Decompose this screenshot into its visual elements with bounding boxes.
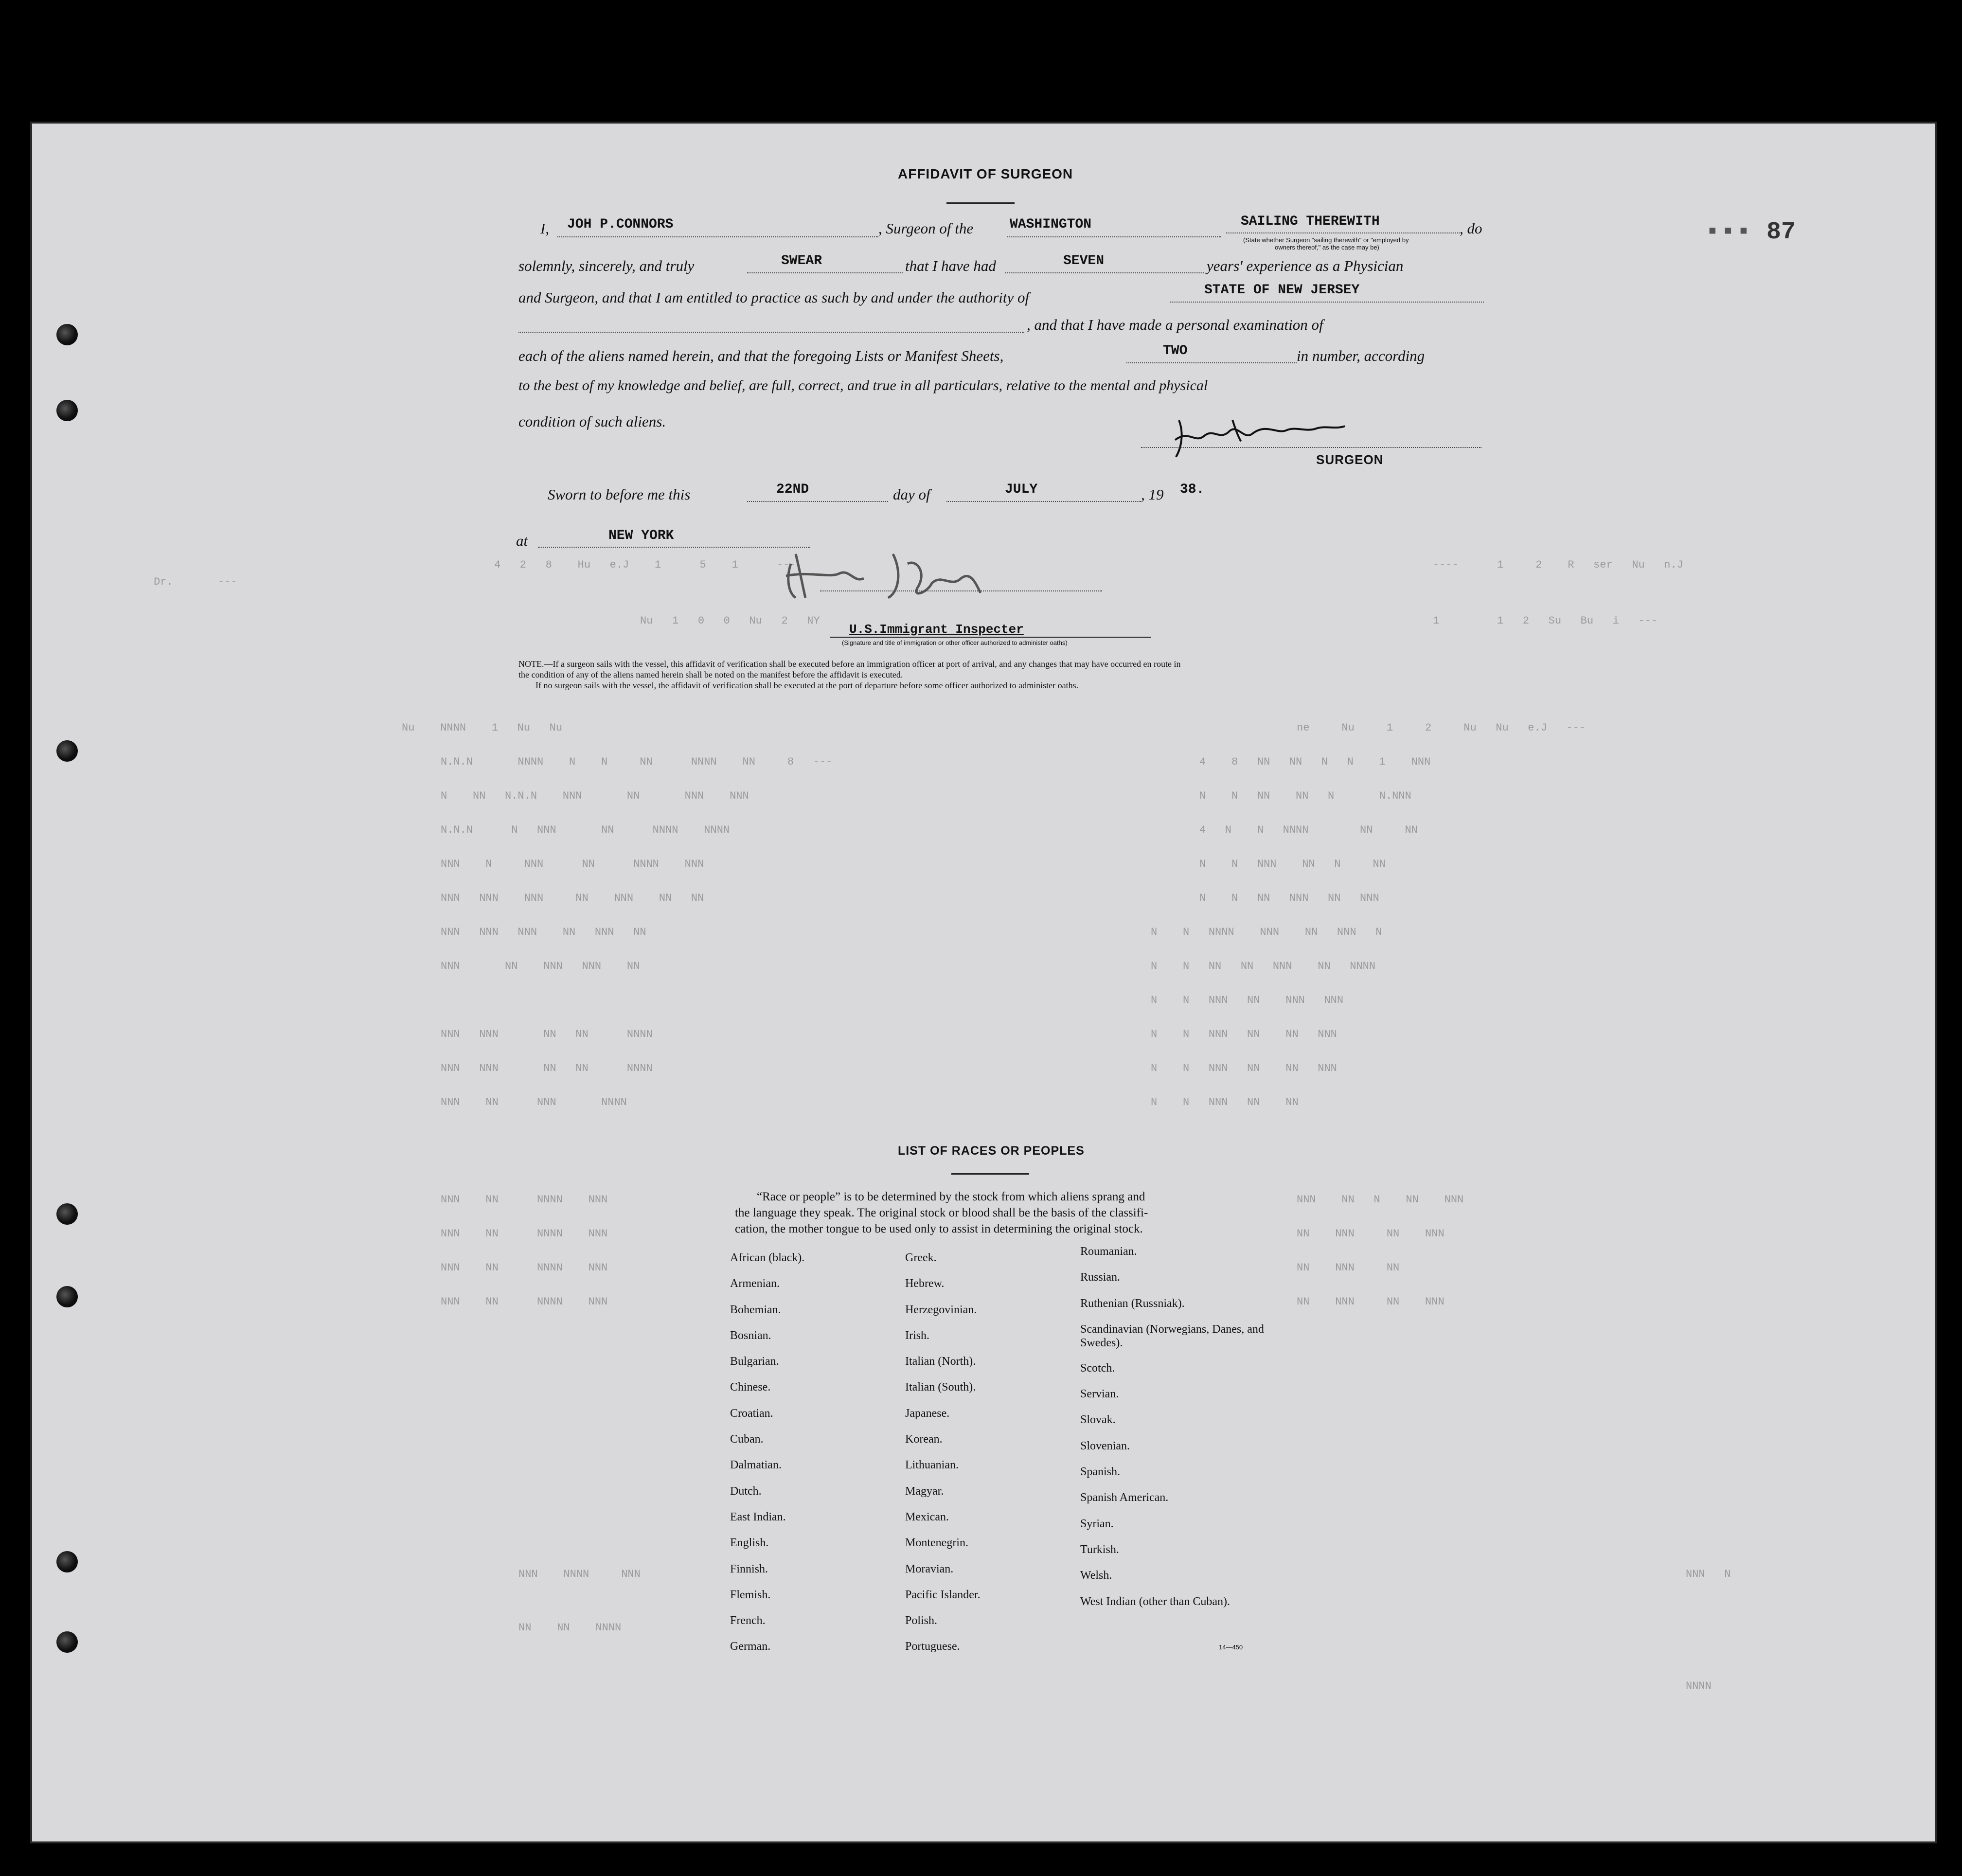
affidavit-line6: to the best of my knowledge and belief, are full, correct, and true in all particulars, relative to the mental and physical xyxy=(518,377,1208,393)
race-item: English. xyxy=(730,1537,769,1550)
surgeon-label: SURGEON xyxy=(1316,452,1384,467)
affidavit-line2-prefix: solemnly, sincerely, and truly xyxy=(518,257,695,274)
race-item: Mexican. xyxy=(905,1510,949,1523)
punch-hole xyxy=(56,740,78,762)
race-item: Hebrew. xyxy=(905,1277,945,1290)
title-underline xyxy=(946,202,1015,204)
punch-hole xyxy=(56,400,78,421)
races-column-2 xyxy=(905,1251,1061,1666)
race-item: Greek. xyxy=(905,1251,937,1264)
race-item: Spanish American. xyxy=(1080,1491,1169,1504)
form-number: 14—450 xyxy=(1219,1644,1243,1651)
page-number-stamp xyxy=(1705,218,1796,246)
race-item: Scandinavian (Norwegians, Danes, and Swedes). xyxy=(1080,1322,1264,1349)
affidavit-line1-prefix: I, xyxy=(540,220,550,237)
race-item: Korean. xyxy=(905,1433,943,1446)
race-item: German. xyxy=(730,1640,771,1653)
affidavit-line2-mid: that I have had xyxy=(905,257,996,274)
race-item: Lithuanian. xyxy=(905,1459,959,1472)
race-item: Spanish. xyxy=(1080,1465,1121,1479)
race-item: Russian. xyxy=(1080,1271,1121,1284)
race-item: Moravian. xyxy=(905,1562,954,1575)
at-label: at xyxy=(516,532,528,549)
affidavit-line1-suffix: , do xyxy=(1460,220,1482,237)
race-item: Turkish. xyxy=(1080,1543,1119,1556)
race-item: Ruthenian (Russniak). xyxy=(1080,1297,1185,1310)
races-intro-line3: cation, the mother tongue to be used only to assist in determining the original stock. xyxy=(735,1222,1143,1235)
race-item: West Indian (other than Cuban). xyxy=(1080,1595,1230,1608)
race-item: Roumanian. xyxy=(1080,1245,1137,1258)
punch-hole xyxy=(56,1286,78,1307)
race-item: Bohemian. xyxy=(730,1303,781,1316)
sailing-status-note-2: owners thereof," as the case may be) xyxy=(1275,244,1379,251)
inspector-caption: (Signature and title of immigration or other officer authorized to administer oaths) xyxy=(842,639,1068,646)
surgeon-name: JOH P.CONNORS xyxy=(567,217,674,232)
sworn-prefix: Sworn to before me this xyxy=(548,486,691,503)
sworn-month: JULY xyxy=(1005,482,1038,497)
sworn-day-of: day of xyxy=(893,486,930,503)
race-item: Slovenian. xyxy=(1080,1439,1130,1452)
sailing-status: SAILING THEREWITH xyxy=(1241,214,1380,229)
race-item: Portuguese. xyxy=(905,1640,960,1653)
affidavit-line2-suffix: years' experience as a Physician xyxy=(1207,257,1404,274)
sworn-year-prefix: , 19 xyxy=(1141,486,1164,503)
race-item: Italian (North). xyxy=(905,1355,976,1368)
races-intro-line1: “Race or people” is to be determined by the stock from which aliens sprang and xyxy=(757,1190,1145,1203)
race-item: Irish. xyxy=(905,1329,929,1342)
race-item: Servian. xyxy=(1080,1388,1119,1401)
race-item: Montenegrin. xyxy=(905,1537,968,1550)
punch-hole xyxy=(56,324,78,345)
race-item: Flemish. xyxy=(730,1588,771,1601)
page-number: 87 xyxy=(1766,218,1796,246)
sailing-status-note: (State whether Surgeon "sailing therewith" or "employed by xyxy=(1243,236,1409,244)
affidavit-line3: and Surgeon, and that I am entitled to practice as such by and under the authority of xyxy=(518,289,1030,306)
race-item: East Indian. xyxy=(730,1510,786,1523)
race-item: Slovak. xyxy=(1080,1413,1116,1427)
affidavit-line1-mid: , Surgeon of the xyxy=(878,220,974,237)
races-column-1 xyxy=(730,1251,876,1666)
race-item: Italian (South). xyxy=(905,1381,976,1394)
struck-number: ▪▪▪ xyxy=(1705,218,1752,246)
inspector-title: U.S.Immigrant Inspecter xyxy=(849,622,1024,637)
affidavit-line5-prefix: each of the aliens named herein, and that the foregoing Lists or Manifest Sheets, xyxy=(518,347,1004,364)
race-item: Bulgarian. xyxy=(730,1355,779,1368)
inspector-signature xyxy=(781,544,985,610)
races-column-3 xyxy=(1080,1245,1265,1624)
years-experience: SEVEN xyxy=(1063,253,1105,268)
race-item: Welsh. xyxy=(1080,1569,1112,1582)
sworn-day: 22ND xyxy=(776,482,809,497)
races-intro-line2: the language they speak. The original stock or blood shall be the basis of the classifi- xyxy=(735,1206,1148,1219)
race-item: Croatian. xyxy=(730,1407,773,1420)
race-item: Herzegovinian. xyxy=(905,1303,977,1316)
race-item: Japanese. xyxy=(905,1407,950,1420)
race-item: Syrian. xyxy=(1080,1517,1114,1530)
race-item: Dutch. xyxy=(730,1484,762,1498)
race-item: French. xyxy=(730,1614,766,1627)
inspector-signature-scribble xyxy=(781,544,985,607)
race-item: African (black). xyxy=(730,1251,805,1264)
sworn-year: 38. xyxy=(1180,482,1205,497)
race-item: Finnish. xyxy=(730,1562,768,1575)
race-item: Polish. xyxy=(905,1614,938,1627)
affidavit-line5-suffix: in number, according xyxy=(1297,347,1425,364)
document-page: Dr. --- 4 2 8 Hu e.J 1 5 1 --- ---- 1 2 R ser Nu n.J Nu 1 0 0 Nu 2 NY 1 1 2 Su Bu i --- ne Nu 1 2 Nu Nu e.J --- Nu NNNN 1 Nu Nu N.N.N NNNN N N NN NNNN NN 8 --- 4 8 NN NN N N 1 NNN N NN N.N.N NNN NN NNN NNN N N NN NN N N.NNN N.N.N N NNN NN NNNN NNNN 4 N N NNNN NN NN NNN N NNN NN NNNN NNN N N NNN NN N NN NNN NNN NNN NN NNN NN NN N N NN NNN NN NNN NNN NNN NNN NN NNN NN N N NNNN NNN NN NNN N NNN NN NNN NNN NN N N NN NN NNN NN NNNN N N NNN NN NNN NNN NNN NNN NN NN NNNN N N NNN NN NN NNN NNN NNN NN NN NNNN N N NNN NN NN NNN NNN NN NNN NNNN N N NNN NN NN NNN NN NNNN NNN NNN NN NNNN NNN NNN NN NNNN NNN NNN NN NNNN NNN NNN NN N NN NNN NN NNN NN NNN NN NNN NN NN NNN NN NNN NNN NNNN NNN NN NN NNNN NNN N NNNN ▪▪▪ 87 AFFIDAVIT OF SURGEON I, JOH P.CONNORS , Surgeon of the WASHINGTON SAILING THEREWITH , do (State whether Surgeon "sailing therewith" or "employed by owners thereof," as the case may be) solemnly, sincerely, and truly SWEAR that I have had SEVEN years' experience as a Physician and Surgeon, and that I am entitled to practice as such by and under the authority of STATE OF NEW JERSEY , and that I have made a personal examination of each of the aliens named herein, and that the foregoing Lists or Manifest Sheets, TWO in number, according to the best of my knowledge and belief, are full, correct, and true in all particulars, relative to the mental and physical condition of such aliens. SURGEON Sworn to before me this 22ND day of JULY , 19 38. at NEW YORK U.S.Immigrant Inspecter (Signature and title of immigration or other officer authorized to administer oaths) NOTE.—If a surgeon sails with the vessel, this affidavit of verification shall be executed before an immigration officer at port of arrival, and any changes that may have occurred en route in the condition of any of the aliens named herein shall be noted on the manifest before the affidavit is executed. If no surgeon sails with the vessel, the affidavit of verification shall be executed at the port of departure before some officer authorized to administer oaths. LIST OF RACES OR PEOPLES “Race or people” is to be determined by the stock from which aliens sprang and the language they speak. The original stock or blood shall be the basis of the classifi- cation, the mother tongue to be used only to assist in determining the original stock. African (black). Armenian. Bohemian. Bosnian. Bulgarian. Chinese. Croatian. Cuban. Dalmatian. Dutch. East Indian. English. Finnish. Flemish. French. German. Greek. Hebrew. Herzegovinian. Irish. Italian (North). Italian (South). Japanese. Korean. Lithuanian. Magyar. Mexican. Montenegrin. Moravian. Pacific Islander. Polish. Portuguese. Roumanian. Russian. Ruthenian (Russniak). Scandinavian (Norwegians, Danes, and Swedes). Scotch. Servian. Slovak. Slovenian. Spanish. Spanish American. Syrian. Turkish. Welsh. West Indian (other than Cuban). 14—450 xyxy=(30,122,1937,1843)
race-item: Scotch. xyxy=(1080,1361,1115,1375)
note-line-1: NOTE.—If a surgeon sails with the vessel, this affidavit of verification shall be executed before an immigration officer at port of arrival, and any changes that may have occurred en route in xyxy=(518,659,1181,669)
affidavit-line7: condition of such aliens. xyxy=(518,413,666,430)
sworn-place: NEW YORK xyxy=(608,528,674,543)
oath-word: SWEAR xyxy=(781,253,822,268)
race-item: Bosnian. xyxy=(730,1329,771,1342)
race-item: Dalmatian. xyxy=(730,1459,782,1472)
note-line-3: If no surgeon sails with the vessel, the affidavit of verification shall be executed at the port of departure before some officer authorized to administer oaths. xyxy=(535,680,1079,690)
race-item: Cuban. xyxy=(730,1433,764,1446)
punch-hole xyxy=(56,1551,78,1572)
note-line-2: the condition of any of the aliens named herein shall be noted on the manifest before the affidavit is executed. xyxy=(518,670,903,679)
race-item: Armenian. xyxy=(730,1277,780,1290)
vessel-name: WASHINGTON xyxy=(1010,217,1092,232)
races-title: LIST OF RACES OR PEOPLES xyxy=(898,1144,1085,1158)
race-item: Magyar. xyxy=(905,1484,944,1498)
punch-hole xyxy=(56,1631,78,1653)
sheets-count: TWO xyxy=(1163,343,1188,358)
punch-hole xyxy=(56,1203,78,1225)
affidavit-title: AFFIDAVIT OF SURGEON xyxy=(898,166,1073,181)
affidavit-line4: , and that I have made a personal examination of xyxy=(1027,316,1323,333)
authority: STATE OF NEW JERSEY xyxy=(1204,283,1360,298)
race-item: Pacific Islander. xyxy=(905,1588,981,1601)
race-item: Chinese. xyxy=(730,1381,771,1394)
